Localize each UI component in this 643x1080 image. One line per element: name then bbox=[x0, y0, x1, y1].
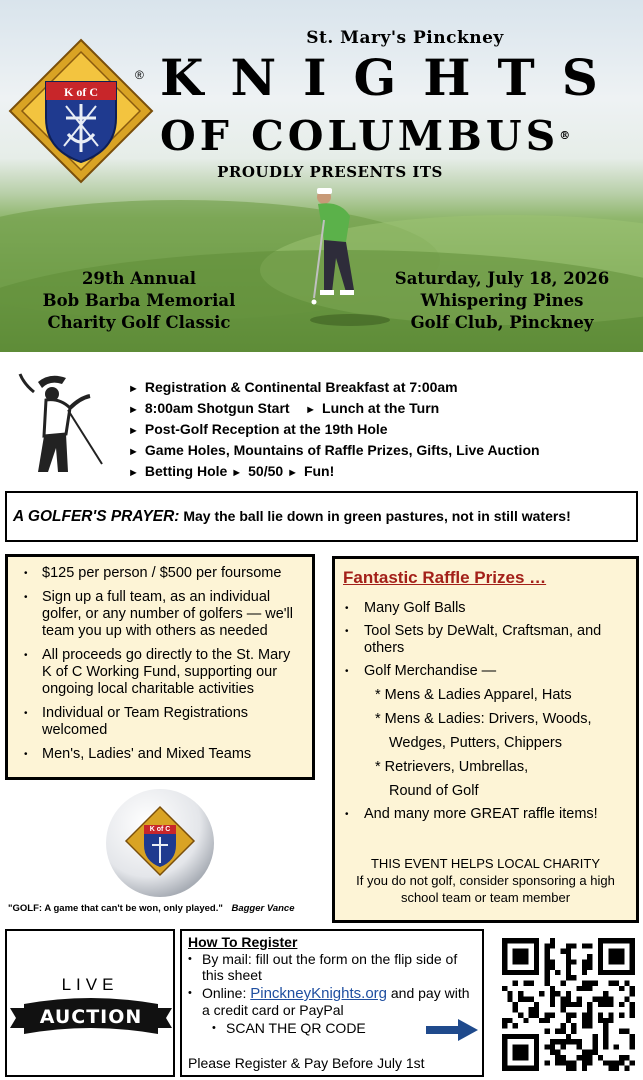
event-date-venue bbox=[364, 268, 640, 334]
ball-emblem-label: K of C bbox=[149, 826, 171, 833]
quote-text: "GOLF: A game that can't be won, only played." bbox=[8, 903, 223, 914]
pointer-arrow-icon: ► bbox=[231, 467, 243, 479]
title-of-columbus-text: OF COLUMBUS bbox=[160, 112, 560, 160]
qr-code[interactable] bbox=[502, 938, 635, 1071]
title-of-columbus bbox=[160, 112, 630, 160]
highlight-text: 8:00am Shotgun Start bbox=[144, 400, 290, 416]
list-item: • All proceeds go directly to the St. Mary K of C Working Fund, supporting our ongoing local charitable activities bbox=[22, 647, 302, 698]
golfers-prayer-box bbox=[5, 491, 638, 542]
auction-banner-text: AUCTION bbox=[39, 1006, 143, 1028]
list-item: • Sign up a full team, as an individual golfer, or any number of golfers — we'll team you up with others as needed bbox=[22, 589, 302, 640]
event-edition: 29th Annual bbox=[81, 269, 197, 288]
register-online bbox=[188, 985, 476, 1018]
website-link[interactable]: PinckneyKnights.org bbox=[250, 985, 387, 1002]
presents-subtitle: PROUDLY PRESENTS ITS bbox=[217, 163, 443, 181]
register-deadline: Please Register & Pay Before July 1st bbox=[188, 1055, 425, 1071]
highlight-text: Post-Golf Reception at the 19th Hole bbox=[144, 421, 388, 437]
charity-note bbox=[343, 855, 628, 906]
highlight-text: Registration & Continental Breakfast at 7:00am bbox=[144, 379, 458, 395]
pointer-arrow-icon: ► bbox=[128, 467, 139, 479]
pointer-arrow-icon: ► bbox=[128, 404, 139, 416]
pointer-arrow-icon: ► bbox=[128, 425, 139, 437]
event-venue: Whispering Pines bbox=[420, 291, 584, 310]
pointer-arrow-icon: ► bbox=[128, 446, 139, 458]
emblem-label: K of C bbox=[64, 85, 98, 99]
list-item: • Individual or Team Registrations welcomed bbox=[22, 705, 302, 739]
highlight-text: 50/50 bbox=[248, 463, 284, 479]
list-item: • And many more GREAT raffle items! bbox=[343, 806, 628, 823]
raffle-title: Fantastic Raffle Prizes … bbox=[343, 568, 547, 587]
raffle-prizes-box bbox=[332, 556, 639, 923]
pointer-arrow-icon: ► bbox=[128, 383, 139, 395]
right-arrow-icon bbox=[426, 1019, 478, 1041]
registered-mark: ® bbox=[559, 129, 571, 142]
list-subitem-continued: Wedges, Putters, Chippers bbox=[389, 735, 563, 751]
list-subitem: * Mens & Ladies Apparel, Hats bbox=[375, 687, 572, 703]
online-suffix: and pay with a credit card or PayPal bbox=[202, 985, 470, 1018]
list-item: • Many Golf Balls bbox=[343, 600, 628, 617]
quote-author: Bagger Vance bbox=[231, 903, 295, 914]
golf-quote bbox=[8, 903, 328, 914]
list-item: • Tool Sets by DeWalt, Craftsman, and others bbox=[343, 623, 628, 657]
list-item bbox=[128, 462, 628, 483]
title-knights: KNIGHTS bbox=[160, 48, 625, 107]
highlight-text: Betting Hole bbox=[144, 463, 228, 479]
event-date: Saturday, July 18, 2026 bbox=[394, 269, 610, 288]
live-label: LIVE bbox=[61, 975, 119, 994]
event-venue-location: Golf Club, Pinckney bbox=[410, 313, 594, 332]
registration-info-box bbox=[5, 554, 315, 780]
event-memorial-name: Bob Barba Memorial bbox=[42, 291, 236, 310]
list-item bbox=[128, 441, 628, 462]
golf-ball-emblem-image bbox=[104, 787, 216, 899]
list-item bbox=[128, 399, 628, 420]
event-classic-name: Charity Golf Classic bbox=[47, 313, 231, 332]
hero-banner bbox=[0, 0, 643, 352]
charity-heading: THIS EVENT HELPS LOCAL CHARITY bbox=[370, 856, 600, 871]
list-item bbox=[128, 420, 628, 441]
how-to-register-box bbox=[180, 929, 484, 1077]
pointer-arrow-icon: ► bbox=[305, 404, 317, 416]
charity-text: If you do not golf, consider sponsoring a high school team or team member bbox=[356, 873, 615, 905]
register-by-mail: • By mail: fill out the form on the flip side of this sheet bbox=[188, 951, 476, 983]
register-title: How To Register bbox=[188, 934, 298, 950]
highlight-text: Lunch at the Turn bbox=[322, 400, 440, 416]
emblem-registered-mark: ® bbox=[135, 68, 144, 82]
list-item: • Golf Merchandise — bbox=[343, 663, 628, 680]
list-item: • Men's, Ladies' and Mixed Teams bbox=[22, 746, 302, 763]
golfer-swing-silhouette bbox=[10, 368, 110, 478]
list-item: • $125 per person / $500 per foursome bbox=[22, 565, 302, 582]
highlight-text: Fun! bbox=[303, 463, 335, 479]
organizer-name: St. Mary's Pinckney bbox=[306, 28, 504, 48]
pointer-arrow-icon: ► bbox=[287, 467, 298, 479]
event-highlights bbox=[128, 378, 628, 483]
prayer-title: A GOLFER'S PRAYER: bbox=[13, 508, 180, 525]
highlight-text: Game Holes, Mountains of Raffle Prizes, Gifts, Live Auction bbox=[144, 442, 540, 458]
event-name bbox=[8, 268, 270, 334]
prayer-text: May the ball lie down in green pastures, not in still waters! bbox=[183, 508, 571, 524]
auction-banner-graphic bbox=[10, 994, 172, 1042]
list-subitem-continued: Round of Golf bbox=[389, 783, 479, 799]
knights-of-columbus-emblem bbox=[8, 38, 154, 184]
list-subitem: * Retrievers, Umbrellas, bbox=[375, 759, 529, 775]
scan-qr-instruction: • SCAN THE QR CODE bbox=[188, 1020, 476, 1040]
list-item bbox=[128, 378, 628, 399]
live-auction-box bbox=[5, 929, 175, 1077]
list-subitem: * Mens & Ladies: Drivers, Woods, bbox=[375, 711, 592, 727]
online-prefix: Online: bbox=[202, 985, 251, 1001]
